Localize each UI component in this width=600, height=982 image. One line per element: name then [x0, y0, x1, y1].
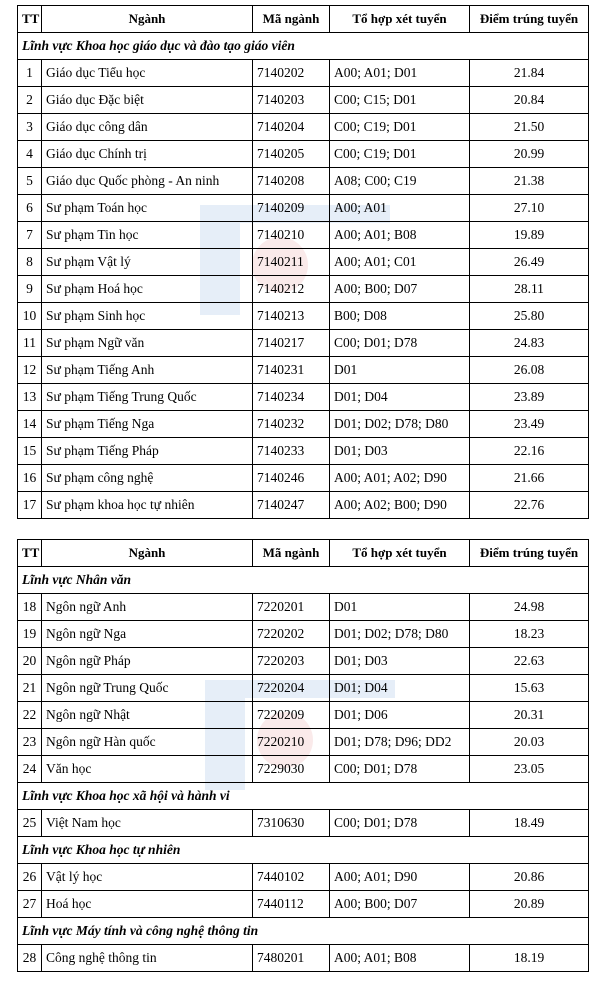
group-row	[18, 33, 589, 60]
row-number: 7	[18, 222, 42, 249]
row-number: 17	[18, 492, 42, 519]
major-code: 7220209	[253, 702, 330, 729]
admission-score: 24.98	[470, 594, 589, 621]
row-number: 25	[18, 810, 42, 837]
admission-score: 18.23	[470, 621, 589, 648]
major-name: Sư phạm Tiếng Trung Quốc	[42, 384, 253, 411]
row-number: 26	[18, 864, 42, 891]
table-row	[18, 330, 589, 357]
major-name: Giáo dục công dân	[42, 114, 253, 141]
subject-combination: D01; D03	[330, 438, 470, 465]
row-number: 12	[18, 357, 42, 384]
row-number: 27	[18, 891, 42, 918]
subject-combination: C00; D01; D78	[330, 810, 470, 837]
row-number: 2	[18, 87, 42, 114]
major-name: Ngôn ngữ Anh	[42, 594, 253, 621]
subject-combination: D01; D06	[330, 702, 470, 729]
admission-score: 28.11	[470, 276, 589, 303]
group-title: Lĩnh vực Khoa học giáo dục và đào tạo giáo viên	[18, 33, 589, 60]
table-row	[18, 303, 589, 330]
row-number: 16	[18, 465, 42, 492]
admission-score: 20.84	[470, 87, 589, 114]
subject-combination: A08; C00; C19	[330, 168, 470, 195]
subject-combination: C00; D01; D78	[330, 756, 470, 783]
table-row	[18, 276, 589, 303]
subject-combination: A00; A01; D01	[330, 60, 470, 87]
major-name: Sư phạm Sinh học	[42, 303, 253, 330]
subject-combination: A00; A01; C01	[330, 249, 470, 276]
admission-score: 25.80	[470, 303, 589, 330]
major-name: Sư phạm Vật lý	[42, 249, 253, 276]
row-number: 1	[18, 60, 42, 87]
major-name: Sư phạm Ngữ văn	[42, 330, 253, 357]
admission-score: 21.84	[470, 60, 589, 87]
major-code: 7220201	[253, 594, 330, 621]
table-row	[18, 168, 589, 195]
major-name: Sư phạm Hoá học	[42, 276, 253, 303]
subject-combination: A00; A01; A02; D90	[330, 465, 470, 492]
major-name: Sư phạm công nghệ	[42, 465, 253, 492]
major-name: Công nghệ thông tin	[42, 945, 253, 972]
major-name: Vật lý học	[42, 864, 253, 891]
admission-score: 22.63	[470, 648, 589, 675]
table-row	[18, 384, 589, 411]
col-header-code: Mã ngành	[253, 6, 330, 33]
admission-score: 27.10	[470, 195, 589, 222]
col-header-score: Điểm trúng tuyển	[470, 6, 589, 33]
table-row	[18, 87, 589, 114]
major-name: Sư phạm Toán học	[42, 195, 253, 222]
admission-score: 23.05	[470, 756, 589, 783]
col-header-major: Ngành	[42, 6, 253, 33]
major-code: 7140246	[253, 465, 330, 492]
major-name: Sư phạm Tiếng Anh	[42, 357, 253, 384]
major-name: Ngôn ngữ Pháp	[42, 648, 253, 675]
col-header-major: Ngành	[42, 540, 253, 567]
table-row	[18, 945, 589, 972]
major-code: 7229030	[253, 756, 330, 783]
subject-combination: A00; A01; D90	[330, 864, 470, 891]
table-row	[18, 114, 589, 141]
table-row	[18, 594, 589, 621]
row-number: 6	[18, 195, 42, 222]
subject-combination: A00; A01; B08	[330, 222, 470, 249]
major-code: 7310630	[253, 810, 330, 837]
subject-combination: D01; D02; D78; D80	[330, 621, 470, 648]
table-row	[18, 648, 589, 675]
table-row	[18, 249, 589, 276]
row-number: 23	[18, 729, 42, 756]
major-name: Sư phạm Tiếng Pháp	[42, 438, 253, 465]
group-title: Lĩnh vực Khoa học xã hội và hành vi	[18, 783, 589, 810]
admission-score: 22.76	[470, 492, 589, 519]
major-name: Sư phạm khoa học tự nhiên	[42, 492, 253, 519]
subject-combination: D01	[330, 357, 470, 384]
row-number: 21	[18, 675, 42, 702]
admission-score: 18.19	[470, 945, 589, 972]
table-row	[18, 195, 589, 222]
table-row	[18, 810, 589, 837]
row-number: 5	[18, 168, 42, 195]
major-code: 7440102	[253, 864, 330, 891]
major-name: Sư phạm Tiếng Nga	[42, 411, 253, 438]
major-code: 7140247	[253, 492, 330, 519]
col-header-combination: Tổ hợp xét tuyển	[330, 6, 470, 33]
subject-combination: D01; D03	[330, 648, 470, 675]
row-number: 13	[18, 384, 42, 411]
major-name: Việt Nam học	[42, 810, 253, 837]
major-code: 7140205	[253, 141, 330, 168]
admission-score: 21.50	[470, 114, 589, 141]
major-code: 7220210	[253, 729, 330, 756]
major-name: Ngôn ngữ Hàn quốc	[42, 729, 253, 756]
row-number: 19	[18, 621, 42, 648]
table-row	[18, 438, 589, 465]
admission-score: 23.49	[470, 411, 589, 438]
table-row	[18, 492, 589, 519]
table-row	[18, 222, 589, 249]
row-number: 9	[18, 276, 42, 303]
table-row	[18, 729, 589, 756]
admission-score: 26.08	[470, 357, 589, 384]
group-row	[18, 783, 589, 810]
subject-combination: B00; D08	[330, 303, 470, 330]
subject-combination: D01; D78; D96; DD2	[330, 729, 470, 756]
admission-score: 22.16	[470, 438, 589, 465]
table-row	[18, 702, 589, 729]
group-title: Lĩnh vực Khoa học tự nhiên	[18, 837, 589, 864]
admission-score: 21.38	[470, 168, 589, 195]
table-row	[18, 621, 589, 648]
admission-score: 26.49	[470, 249, 589, 276]
group-row	[18, 567, 589, 594]
row-number: 20	[18, 648, 42, 675]
admission-score: 20.31	[470, 702, 589, 729]
admission-score: 23.89	[470, 384, 589, 411]
major-code: 7140212	[253, 276, 330, 303]
admission-table-1	[17, 5, 589, 519]
major-name: Ngôn ngữ Nga	[42, 621, 253, 648]
table-row	[18, 60, 589, 87]
major-code: 7140231	[253, 357, 330, 384]
row-number: 4	[18, 141, 42, 168]
row-number: 11	[18, 330, 42, 357]
table-row	[18, 465, 589, 492]
admission-score: 20.89	[470, 891, 589, 918]
major-name: Giáo dục Chính trị	[42, 141, 253, 168]
table-row	[18, 141, 589, 168]
row-number: 24	[18, 756, 42, 783]
col-header-combination: Tổ hợp xét tuyển	[330, 540, 470, 567]
table-row	[18, 756, 589, 783]
major-name: Giáo dục Tiểu học	[42, 60, 253, 87]
major-code: 7140203	[253, 87, 330, 114]
major-name: Hoá học	[42, 891, 253, 918]
group-row	[18, 837, 589, 864]
major-code: 7140202	[253, 60, 330, 87]
col-header-code: Mã ngành	[253, 540, 330, 567]
row-number: 14	[18, 411, 42, 438]
group-row	[18, 918, 589, 945]
subject-combination: D01; D02; D78; D80	[330, 411, 470, 438]
major-code: 7140211	[253, 249, 330, 276]
major-code: 7140213	[253, 303, 330, 330]
subject-combination: A00; A01; B08	[330, 945, 470, 972]
subject-combination: D01	[330, 594, 470, 621]
group-title: Lĩnh vực Nhân văn	[18, 567, 589, 594]
major-code: 7140208	[253, 168, 330, 195]
admission-table-2	[17, 539, 589, 972]
major-code: 7140233	[253, 438, 330, 465]
admission-score: 21.66	[470, 465, 589, 492]
subject-combination: A00; B00; D07	[330, 276, 470, 303]
row-number: 15	[18, 438, 42, 465]
header-row	[18, 6, 589, 33]
major-name: Sư phạm Tin học	[42, 222, 253, 249]
major-code: 7220202	[253, 621, 330, 648]
major-code: 7140232	[253, 411, 330, 438]
col-header-tt: TT	[18, 540, 42, 567]
row-number: 3	[18, 114, 42, 141]
row-number: 22	[18, 702, 42, 729]
major-code: 7220204	[253, 675, 330, 702]
major-code: 7140217	[253, 330, 330, 357]
major-code: 7140210	[253, 222, 330, 249]
row-number: 10	[18, 303, 42, 330]
row-number: 8	[18, 249, 42, 276]
major-name: Ngôn ngữ Trung Quốc	[42, 675, 253, 702]
major-code: 7140204	[253, 114, 330, 141]
major-code: 7480201	[253, 945, 330, 972]
admission-score: 15.63	[470, 675, 589, 702]
major-name: Ngôn ngữ Nhật	[42, 702, 253, 729]
admission-score: 18.49	[470, 810, 589, 837]
subject-combination: A00; A01	[330, 195, 470, 222]
table-row	[18, 864, 589, 891]
admission-score: 19.89	[470, 222, 589, 249]
table-row	[18, 357, 589, 384]
admission-score: 20.03	[470, 729, 589, 756]
table-row	[18, 891, 589, 918]
subject-combination: C00; D01; D78	[330, 330, 470, 357]
major-code: 7220203	[253, 648, 330, 675]
major-name: Giáo dục Quốc phòng - An ninh	[42, 168, 253, 195]
major-name: Văn học	[42, 756, 253, 783]
subject-combination: C00; C19; D01	[330, 114, 470, 141]
col-header-tt: TT	[18, 6, 42, 33]
subject-combination: D01; D04	[330, 675, 470, 702]
subject-combination: A00; A02; B00; D90	[330, 492, 470, 519]
major-name: Giáo dục Đặc biệt	[42, 87, 253, 114]
subject-combination: A00; B00; D07	[330, 891, 470, 918]
admission-score: 24.83	[470, 330, 589, 357]
admission-score: 20.99	[470, 141, 589, 168]
major-code: 7440112	[253, 891, 330, 918]
major-code: 7140234	[253, 384, 330, 411]
table-row	[18, 675, 589, 702]
group-title: Lĩnh vực Máy tính và công nghệ thông tin	[18, 918, 589, 945]
admission-score: 20.86	[470, 864, 589, 891]
subject-combination: D01; D04	[330, 384, 470, 411]
major-code: 7140209	[253, 195, 330, 222]
row-number: 28	[18, 945, 42, 972]
header-row	[18, 540, 589, 567]
table-row	[18, 411, 589, 438]
subject-combination: C00; C19; D01	[330, 141, 470, 168]
row-number: 18	[18, 594, 42, 621]
col-header-score: Điểm trúng tuyển	[470, 540, 589, 567]
subject-combination: C00; C15; D01	[330, 87, 470, 114]
